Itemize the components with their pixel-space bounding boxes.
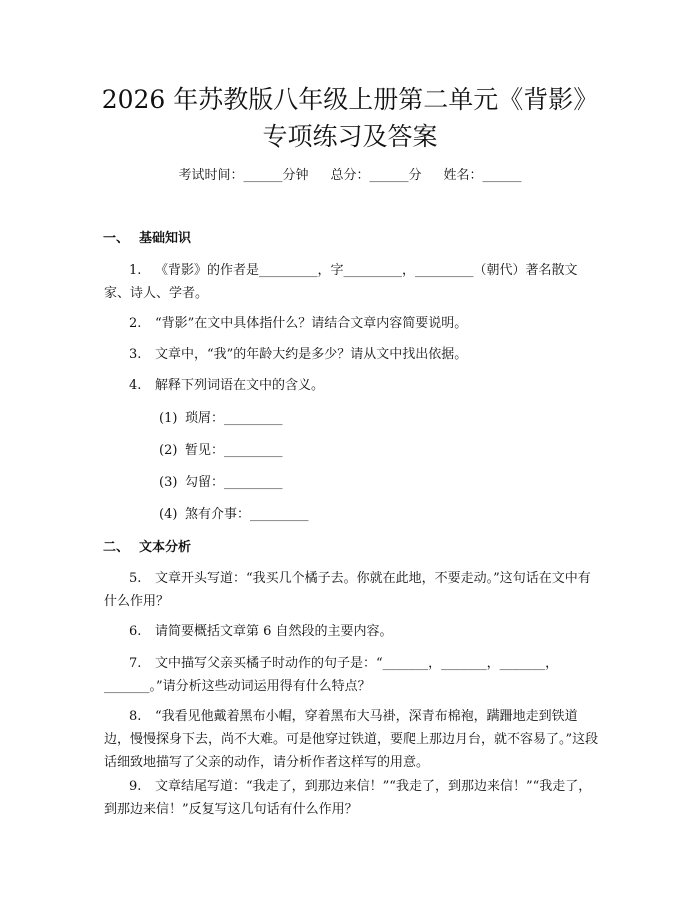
- question-number: 5.: [129, 571, 142, 586]
- student-name-field: 姓名：______: [443, 168, 522, 183]
- question-item: [104, 259, 600, 305]
- section-title: 文本分析: [139, 540, 192, 555]
- question-number: 7.: [129, 656, 142, 671]
- question-text: “背影”在文中具体指什么？请结合文章内容简要说明。: [155, 316, 468, 331]
- question-text: 解释下列词语在文中的含义。: [155, 378, 325, 393]
- sub-item-number: (2): [159, 443, 178, 458]
- question-item: [104, 567, 600, 613]
- page-title-line-2: 专项练习及答案: [262, 122, 438, 151]
- sub-item-text: 琐屑：_________: [185, 411, 283, 426]
- question-item: [104, 374, 600, 397]
- total-score-field: 总分：______分: [330, 168, 422, 183]
- question-item: [104, 652, 600, 698]
- question-text: “我看见他戴着黑布小帽，穿着黑布大马褂，深青布棉袍，蹒跚地走到铁道边，慢慢探身下去，尚不大难。可是他穿过铁道，要爬上那边月台，就不容易了。”这段话细致地描写了父亲的动作，请分析作者这样写的用意。: [104, 709, 599, 770]
- question-item: [104, 312, 600, 335]
- section-heading: [103, 538, 191, 558]
- section-title: 基础知识: [139, 231, 192, 246]
- question-number: 9.: [129, 779, 142, 794]
- question-item: [104, 705, 600, 774]
- question-number: 6.: [129, 624, 142, 639]
- question-text: 文章中，“我”的年龄大约是多少？请从文中找出依据。: [155, 347, 468, 362]
- sub-item: [159, 505, 309, 525]
- sub-item-text: 勾留：_________: [185, 475, 283, 490]
- exam-info-line: [0, 166, 700, 186]
- question-item: [104, 343, 600, 366]
- question-number: 1.: [129, 263, 142, 278]
- question-item: [104, 775, 600, 821]
- section-number: 二、: [103, 540, 130, 555]
- question-item: [104, 620, 600, 643]
- question-text: 文章结尾写道：“我走了，到那边来信！”“我走了，到那边来信！”“我走了，到那边来信！”反复写这几句话有什么作用？: [104, 779, 592, 817]
- question-number: 3.: [129, 347, 142, 362]
- sub-item: [159, 441, 283, 461]
- sub-item: [159, 409, 283, 429]
- question-text: 文章开头写道：“我买几个橘子去。你就在此地，不要走动。”这句话在文中有什么作用？: [104, 571, 591, 609]
- question-text: 文中描写父亲买橘子时动作的句子是：“_______，_______，_______，_______。”请分析这些动词运用得有什么特点？: [104, 656, 559, 694]
- sub-item-text: 暂见：_________: [185, 443, 283, 458]
- sub-item-number: (3): [159, 475, 178, 490]
- sub-item-number: (4): [159, 507, 178, 522]
- sub-item-number: (1): [159, 411, 178, 426]
- question-number: 8.: [129, 709, 142, 724]
- section-heading: [103, 229, 191, 249]
- page-title-line-1: 2026 年苏教版八年级上册第二单元《背影》: [101, 85, 599, 114]
- question-text: 《背影》的作者是_________，字_________，_________（朝代）著名散文家、诗人、学者。: [104, 263, 578, 301]
- section-number: 一、: [103, 231, 130, 246]
- exam-time-field: 考试时间：______分钟: [178, 168, 309, 183]
- question-text: 请简要概括文章第 6 自然段的主要内容。: [155, 624, 393, 639]
- sub-item: [159, 473, 283, 493]
- sub-item-text: 煞有介事：_________: [185, 507, 309, 522]
- question-number: 4.: [129, 378, 142, 393]
- question-number: 2.: [129, 316, 142, 331]
